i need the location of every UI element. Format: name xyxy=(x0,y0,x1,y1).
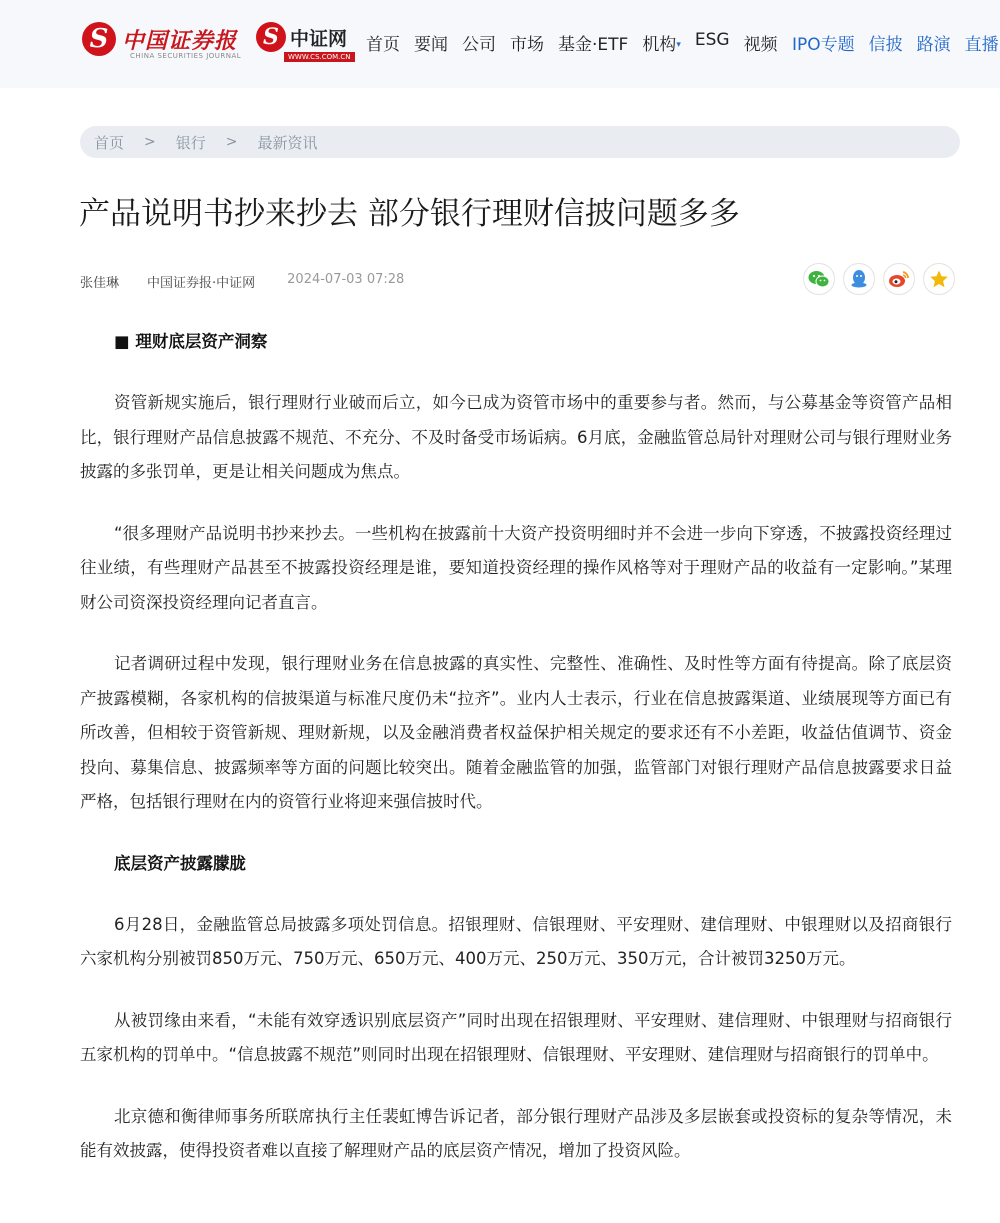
source: 中国证券报·中证网 xyxy=(147,276,256,291)
qzone-icon xyxy=(929,269,949,289)
china-securities-journal-logo[interactable] xyxy=(82,22,242,62)
paragraph: 资管新规实施后，银行理财行业破而后立，如今已成为资管市场中的重要参与者。然而，与公募基金等资管产品相比，银行理财产品信息披露不规范、不充分、不及时备受市场诟病。6月底，金融监管总局针对理财公司与银行理财业务披露的多张罚单，更是让相关问题成为焦点。 xyxy=(80,393,952,481)
breadcrumb-separator: > xyxy=(144,134,156,150)
cs-logo-mark: S xyxy=(256,22,286,52)
wechat-icon xyxy=(808,270,830,288)
breadcrumb-bank[interactable]: 银行 xyxy=(175,133,206,152)
breadcrumb-separator: > xyxy=(225,134,238,150)
share-qzone-button[interactable] xyxy=(923,263,955,295)
publish-date: 2024-07-03 07:28 xyxy=(287,272,405,287)
chevron-down-icon: ▾ xyxy=(676,40,681,50)
nav-institutions[interactable] xyxy=(642,30,681,55)
nav-funds-etf[interactable]: 基金·ETF xyxy=(558,35,629,55)
breadcrumb-home[interactable]: 首页 xyxy=(94,133,125,152)
nav-companies[interactable]: 公司 xyxy=(462,35,496,55)
logo-name: 中国证券报 xyxy=(122,27,238,54)
cs-logo-mark: S xyxy=(82,22,116,56)
paragraph: “很多理财产品说明书抄来抄去。一些机构在披露前十大资产投资明细时并不会进一步向下穿透，不披露投资经理过往业绩，有些理财产品甚至不披露投资经理是谁，要知道投资经理的操作风格等对于理财产品的收益有一定影响。”某理财公司资深投资经理向记者直言。 xyxy=(80,523,952,612)
nav-markets[interactable]: 市场 xyxy=(510,35,544,55)
breadcrumb xyxy=(80,126,960,158)
section-heading: 底层资产披露朦胧 xyxy=(114,853,246,873)
share-bar xyxy=(803,263,963,295)
article-body xyxy=(80,325,952,1196)
nav-video[interactable]: 视频 xyxy=(743,35,778,55)
paragraph: 记者调研过程中发现，银行理财业务在信息披露的真实性、完整性、准确性、及时性等方面有待提高。除了底层资产披露模糊，各家机构的信披渠道与标准尺度仍未“拉齐”。业内人士表示，行业在信息披露渠道、业绩展现等方面已有所改善，但相较于资管新规、理财新规，以及金融消费者权益保护相关规定的要求还有不小差距，收益估值调节、资金投向、募集信息、披露频率等方面的问题比较突出。随着金融监管的加强，监管部门对银行理财产品信息披露要求日益严格，包括银行理财在内的资管行业将迎来强信披时代。 xyxy=(80,654,952,811)
nav-disclosure[interactable]: 信披 xyxy=(868,35,903,55)
article-meta xyxy=(80,272,404,291)
share-wechat-button[interactable] xyxy=(803,263,835,295)
article-title: 产品说明书抄来抄去 部分银行理财信披问题多多 xyxy=(79,196,740,232)
author: 张佳琳 xyxy=(80,276,120,291)
paragraph: 从被罚缘由来看，“未能有效穿透识别底层资产”同时出现在招银理财、平安理财、建信理财、中银理财与招商银行五家机构的罚单中。“信息披露不规范”则同时出现在招银理财、信银理财、平安理财、建信理财与招商银行的罚单中。 xyxy=(80,1010,952,1064)
paragraph: 北京德和衡律师事务所联席执行主任裴虹博告诉记者，部分银行理财产品涉及多层嵌套或投资标的复杂等情况，未能有效披露，使得投资者难以直接了解理财产品的底层资产情况，增加了投资风险。 xyxy=(80,1106,952,1160)
nav-headlines[interactable]: 要闻 xyxy=(414,35,448,55)
section-heading: ■ 理财底层资产洞察 xyxy=(114,332,268,351)
nav-roadshow[interactable]: 路演 xyxy=(916,35,951,55)
logo-name: 中证网 xyxy=(290,27,348,50)
nav-esg[interactable]: ESG xyxy=(694,30,730,50)
cs-com-logo[interactable] xyxy=(256,22,351,62)
main-nav xyxy=(366,30,792,55)
nav-home[interactable]: 首页 xyxy=(366,35,400,55)
share-qq-button[interactable] xyxy=(843,263,875,295)
feature-nav xyxy=(792,30,1000,55)
weibo-icon xyxy=(888,270,910,288)
nav-institutions-label: 机构 xyxy=(642,35,677,55)
breadcrumb-latest-news[interactable]: 最新资讯 xyxy=(257,133,318,152)
logo-url: WWW.CS.COM.CN xyxy=(284,52,355,62)
paragraph: 6月28日，金融监管总局披露多项处罚信息。招银理财、信银理财、平安理财、建信理财、中银理财以及招商银行六家机构分别被罚850万元、750万元、650万元、400万元、250万元、350万元，合计被罚3250万元。 xyxy=(80,914,952,968)
qq-icon xyxy=(850,269,868,289)
share-weibo-button[interactable] xyxy=(883,263,915,295)
top-header xyxy=(0,0,1000,88)
nav-live[interactable]: 直播 xyxy=(964,35,999,55)
nav-ipo[interactable]: IPO专题 xyxy=(792,35,855,55)
logo-subtitle: CHINA SECURITIES JOURNAL xyxy=(130,52,242,60)
